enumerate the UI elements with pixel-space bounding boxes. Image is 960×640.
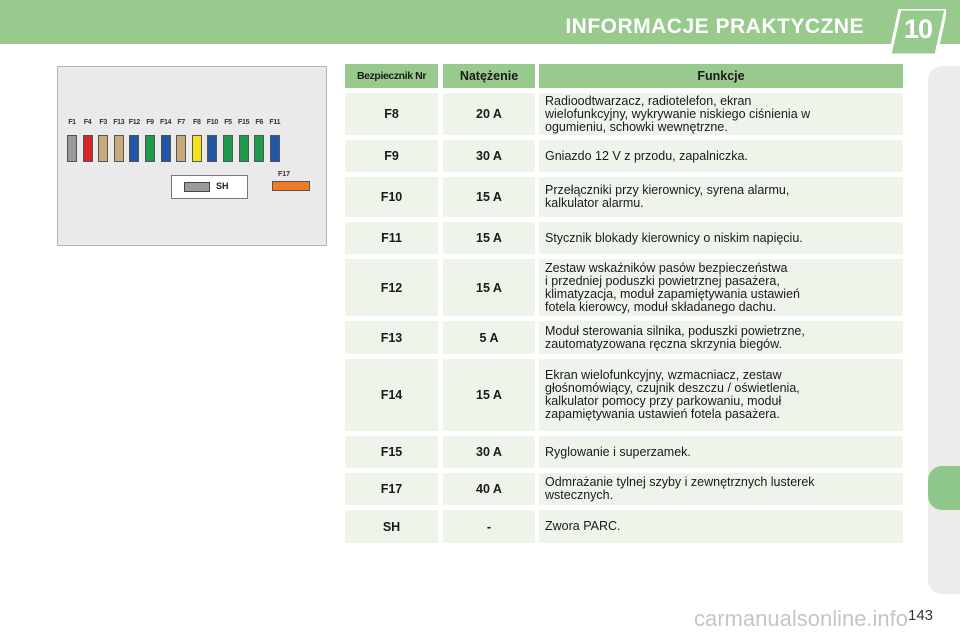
fuse-f13 xyxy=(114,135,124,162)
fuse-f9 xyxy=(145,135,155,162)
fuse-f14 xyxy=(161,135,171,162)
header-amperage-text: Natężenie xyxy=(459,69,519,83)
side-tab-marker xyxy=(928,466,960,510)
watermark: carmanualsonline.info xyxy=(694,606,909,631)
table-cell-function-text: Gniazdo 12 V z przodu, zapalniczka. xyxy=(545,148,748,163)
table-cell-amperage xyxy=(443,436,535,468)
table-cell-number-text: F14 xyxy=(380,388,403,402)
header-number-text: Bezpiecznik Nr xyxy=(356,70,427,82)
table-cell-amperage-text: 5 A xyxy=(479,330,499,345)
table-cell-amperage-text: 30 A xyxy=(476,445,502,459)
table-cell-amperage xyxy=(443,140,535,172)
table-cell-amperage xyxy=(443,510,535,543)
table-cell-number-text: F11 xyxy=(381,231,402,245)
sh-fuse xyxy=(184,182,210,192)
table-cell-amperage-text: 15 A xyxy=(476,280,502,295)
fuse-label: F8 xyxy=(193,119,201,126)
table-cell-number-text: SH xyxy=(382,519,401,534)
fuse-f15 xyxy=(239,135,249,162)
fuse-f6 xyxy=(254,135,264,162)
table-cell-function-text: Przełączniki przy kierownicy, syrena alarmu, kalkulator alarmu. xyxy=(545,183,790,210)
table-cell-number-text: F13 xyxy=(380,330,403,345)
fuse-label: F4 xyxy=(83,119,92,126)
table-cell-function xyxy=(539,259,903,316)
page-number: 143 xyxy=(908,607,934,624)
table-cell-function-text: Radioodtwarzacz, radiotelefon, ekran wielofunkcyjny, wykrywanie niskiego ciśnienia w ogumieniu, schowki wewnętrzne. xyxy=(545,93,811,134)
table-cell-amperage-text: - xyxy=(486,519,492,534)
table-cell-number xyxy=(345,321,438,354)
table-cell-function-text: Ekran wielofunkcyjny, wzmacniacz, zestaw głośnomówiący, czujnik deszczu / oświetlenia, kalkulator pomocy przy parkowaniu, moduł zapamiętywania ustawień fotela pasażera. xyxy=(545,368,800,421)
table-cell-amperage-text: 15 A xyxy=(476,190,502,204)
sh-fuse-holder xyxy=(171,175,248,199)
table-cell-number xyxy=(345,436,438,468)
fuse-label: F13 xyxy=(113,119,125,126)
table-cell-amperage xyxy=(443,473,535,505)
fuse-f5 xyxy=(223,135,233,162)
table-cell-function-text: Stycznik blokady kierownicy o niskim napięciu. xyxy=(545,230,803,245)
table-cell-function xyxy=(539,140,903,172)
fuse-f11 xyxy=(270,135,280,162)
fuse-label: F12 xyxy=(128,119,140,126)
table-cell-number xyxy=(345,359,438,431)
table-cell-number-text: F8 xyxy=(384,107,399,121)
fuse-f10 xyxy=(207,135,217,162)
table-cell-function xyxy=(539,359,903,431)
fuse-label: F15 xyxy=(238,119,250,126)
fuse-label: F7 xyxy=(177,119,185,126)
table-cell-amperage xyxy=(443,222,535,254)
table-cell-function-text: Zwora PARC. xyxy=(545,519,621,533)
table-cell-number-text: F12 xyxy=(380,280,403,295)
table-cell-amperage-text: 15 A xyxy=(476,231,502,245)
f17-fuse xyxy=(272,181,310,191)
fuse-f3 xyxy=(98,135,108,162)
table-cell-function xyxy=(539,222,903,254)
table-cell-amperage-text: 40 A xyxy=(476,482,502,496)
fuse-label: F9 xyxy=(146,119,154,126)
table-cell-function xyxy=(539,473,903,505)
table-cell-number xyxy=(345,473,438,505)
table-cell-number xyxy=(345,93,438,135)
table-cell-function xyxy=(539,510,903,543)
table-cell-number xyxy=(345,510,438,543)
fuse-label: F14 xyxy=(160,119,172,126)
table-cell-amperage-text: 15 A xyxy=(476,388,502,402)
table-cell-number xyxy=(345,222,438,254)
table-cell-amperage xyxy=(443,321,535,354)
table-cell-number-text: F17 xyxy=(380,482,403,496)
fuse-label: F10 xyxy=(206,119,218,126)
table-cell-function-text: Odmrażanie tylnej szyby i zewnętrznych lusterek wstecznych. xyxy=(545,475,815,502)
header-function xyxy=(539,64,903,88)
fuse-label: F11 xyxy=(269,119,281,126)
table-cell-number xyxy=(345,140,438,172)
fuse-label: F6 xyxy=(255,119,263,126)
header-function-text: Funkcje xyxy=(697,69,745,83)
table-cell-number-text: F9 xyxy=(384,149,399,163)
table-cell-function-text: Moduł sterowania silnika, poduszki powietrzne, zautomatyzowana ręczna skrzynia biegów. xyxy=(545,323,805,351)
header-amperage xyxy=(443,64,535,88)
table-cell-number-text: F10 xyxy=(380,190,403,204)
fuse-label: F3 xyxy=(99,119,107,126)
fuse-f12 xyxy=(129,135,139,162)
f17-label: F17 xyxy=(278,171,291,178)
fuse-label: F1 xyxy=(68,119,76,126)
table-cell-amperage xyxy=(443,177,535,217)
table-cell-function xyxy=(539,177,903,217)
fuse-f7 xyxy=(176,135,186,162)
table-cell-amperage xyxy=(443,93,535,135)
table-cell-function xyxy=(539,93,903,135)
table-cell-amperage-text: 20 A xyxy=(476,107,502,121)
table-cell-number xyxy=(345,177,438,217)
header-number xyxy=(345,64,438,88)
table-cell-number xyxy=(345,259,438,316)
table-cell-number-text: F15 xyxy=(380,445,403,459)
table-cell-function-text: Zestaw wskaźników pasów bezpieczeństwa i przedniej poduszki powietrznej pasażera, klimatyzacja, moduł zapamiętywania ustawień fotela kierowcy, moduł składanego dachu. xyxy=(545,260,800,314)
sh-label: SH xyxy=(216,181,229,191)
table-cell-function xyxy=(539,436,903,468)
table-cell-amperage xyxy=(443,259,535,316)
fuse-label: F5 xyxy=(224,119,232,126)
fuse-box-diagram xyxy=(57,66,327,246)
fuse-f4 xyxy=(83,135,93,162)
table-cell-amperage-text: 30 A xyxy=(476,149,502,163)
chapter-number: 10 xyxy=(903,14,933,44)
fuse-f8 xyxy=(192,135,202,162)
table-cell-amperage xyxy=(443,359,535,431)
chapter-title: INFORMACJE PRAKTYCZNE xyxy=(565,15,864,38)
table-cell-function-text: Ryglowanie i superzamek. xyxy=(545,444,691,459)
side-strip xyxy=(928,66,960,594)
fuse-f1 xyxy=(67,135,77,162)
table-cell-function xyxy=(539,321,903,354)
